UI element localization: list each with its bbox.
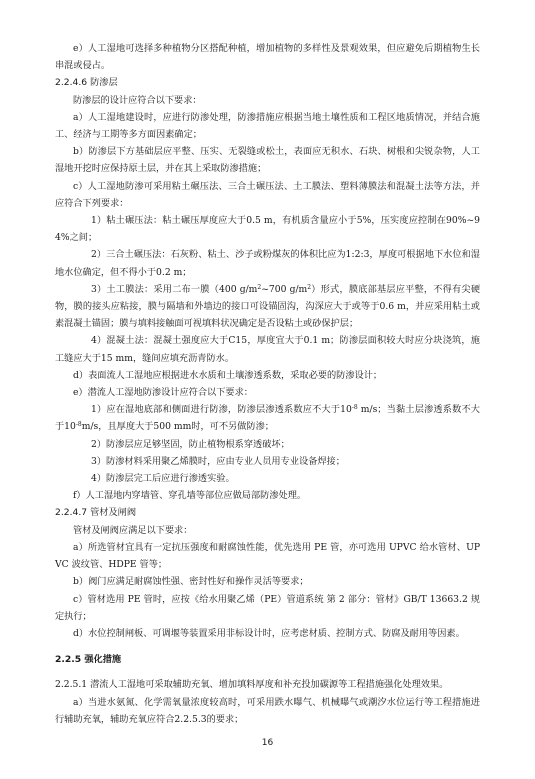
paragraph: b）防渗层下方基础层应平整、压实、无裂缝或松土，表面应无积水、石块、树根和尖锐杂物，人工湿地开挖时应保持原土层，并在其上采取防渗措施； [55,146,480,175]
paragraph: e）人工湿地可选择多种植物分区搭配种植，增加植物的多样性及景观效果，但应避免后期植物生长串混或侵占。 [55,43,480,72]
text-run: m/s，且厚度大于500 mm时，可不另做防渗； [81,421,274,433]
paragraph: c）人工湿地防渗可采用粘土碾压法、三合土碾压法、土工膜法、塑料薄膜法和混凝土法等方法，并应符合下列要求： [55,180,480,209]
text-run: m/s；当黏土层渗透系数不大于10 [55,404,480,433]
paragraph: 2）三合土碾压法：石灰粉、粘土、沙子或粉煤灰的体积比应为1:2:3，厚度可根据地下水位和湿地水位确定，但不得小于0.2 m； [55,249,480,278]
paragraph: a）所选管材宜具有一定抗压强度和耐腐蚀性能，优先选用 PE 管，亦可选用 UPVC 给水管材、UPVC 波纹管、HDPE 管等； [55,541,480,571]
text-run: ~700 g/m [261,283,308,295]
paragraph: d）水位控制闸板、可调堰等装置采用非标设计时，应考虑材质、控制方式、防腐及耐用等因素。 [73,627,465,639]
paragraph: c）管材选用 PE 管时，应按《给水用聚乙烯（PE）管道系统 第 2 部分：管材》GB/T 13663.2 规定执行； [55,593,480,622]
paragraph: d）表面流人工湿地应根据进水水质和土壤渗透系数，采取必要的防渗设计； [73,369,383,381]
section-heading: 2.2.5 强化措施 [55,654,122,666]
paragraph: e）潜流人工湿地防渗设计应符合以下要求： [73,387,253,399]
text-run: 1）应在湿地底部和侧面进行防渗，防渗层渗透系数应不大于10 [91,404,352,416]
paragraph: 3）防渗材料采用聚乙烯膜时，应由专业人员用专业设备焊接； [91,455,345,467]
paragraph: a）人工湿地建设时，应进行防渗处理，防渗措施应根据当地土壤性质和工程区地质情况，并结合施工、经济与工期等多方面因素确定； [55,111,480,141]
paragraph: 4）混凝土法：混凝土强度应大于C15，厚度宜大于0.1 m；防渗层面积较大时应分块浇筑，施工缝应大于15 mm，缝间应填充沥青防水。 [55,335,480,364]
paragraph: 2.2.5.1 潜流人工湿地可采取辅助充氧、增加填料厚度和补充投加碳源等工程措施强化处理效果。 [55,679,449,691]
page-number: 16 [261,738,274,748]
paragraph: a）当进水氨氮、化学需氧量浓度较高时，可采用跌水曝气、机械曝气或潮汐水位运行等工程措施进行辅助充氧，辅助充氧应符合2.2.5.3的要求； [55,696,480,725]
superscript: 2 [307,283,312,291]
section-heading: 2.2.4.7 管材及闸阀 [55,507,137,519]
page-body [55,40,480,728]
superscript: 2 [257,283,262,291]
paragraph: 防渗层的设计应符合以下要求： [73,94,202,106]
paragraph: 2）防渗层应足够坚固，防止植物根系穿透破坏； [91,438,290,450]
paragraph: 4）防渗层完工后应进行渗透实验。 [91,473,235,485]
paragraph: 管材及闸阀应满足以下要求： [73,524,193,536]
paragraph [55,401,480,435]
paragraph: f）人工湿地内穿墙管、穿孔墙等部位应做局部防渗处理。 [73,490,307,502]
text-run: 3）土工膜法：采用二布一膜（400 g/m [91,283,258,295]
paragraph: 1）粘土碾压法：粘土碾压厚度应大于0.5 m，有机质含量应小于5%，压实度应控制在90%~94%之间； [55,215,480,244]
paragraph: b）阀门应满足耐腐蚀性强、密封性好和操作灵活等要求； [73,576,309,588]
superscript: -8 [351,404,358,412]
superscript: -8 [75,421,82,429]
paragraph [55,281,480,333]
section-heading: 2.2.4.6 防渗层 [55,77,118,89]
text-run: ）形式，膜底部基层应平整，不得有尖硬物，膜的接头应粘接，膜与隔墙和外墙边的接口可设锚固沟，沟深应大于或等于0.6 m，并应采用粘土或素混凝土锚固；膜与填料接触面可视填料状况确定是否设粘土或砂保护层； [55,283,481,330]
